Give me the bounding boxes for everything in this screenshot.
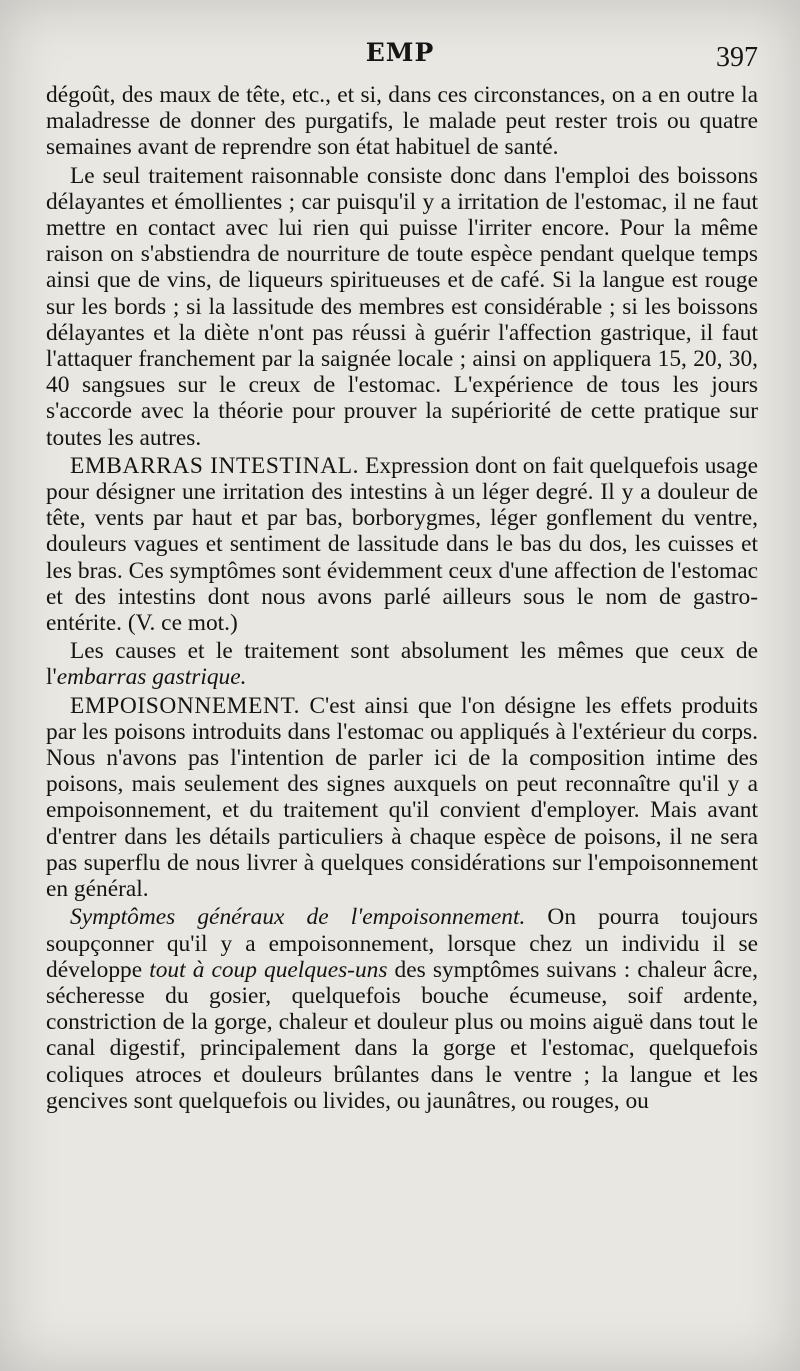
- paragraph-continuation: [46, 82, 758, 161]
- paragraph-text: Le seul traitement raisonnable consiste donc dans l'emploi des boissons délayantes et émollientes ; car puisqu'il y a irritation de l'estomac, il ne faut mettre en contact avec lui rien qui puisse l'irriter encore. Pour la même raison on s'abstiendra de nourriture de toute espèce pendant quelque temps ainsi que de vins, de liqueurs spiritueuses et de café. Si la langue est rouge sur les bords ; si la lassitude des membres est considérable ; si les boissons délayantes et la diète n'ont pas réussi à guérir l'affection gastrique, il faut l'attaquer franchement par la saignée locale ; ainsi on appliquera 15, 20, 30, 40 sangsues sur le creux de l'estomac. L'expérience de tous les jours s'accorde avec la théorie pour prouver la supériorité de cette pratique sur toutes les autres.: [46, 162, 758, 451]
- running-head: EMP: [365, 38, 435, 67]
- page-header: [40, 34, 760, 74]
- entry-empoisonnement: [46, 693, 758, 903]
- italic-phrase: tout à coup quelques-uns: [149, 956, 388, 983]
- section-lead: Symptômes généraux de l'empoisonnement.: [70, 904, 526, 931]
- entry-text: C'est ainsi que l'on désigne les effets produits par les poisons introduits dans l'estomac ou appliqués à l'extérieur du corps. Nous n'avons pas l'intention de parler ici de la composition intime des poisons, mais seulement des signes auxquels on peut reconnaître qu'il y a empoisonnement, et du traitement qu'il convient d'employer. Mais avant d'entrer dans les détails particuliers à chaque espèce de poisons, il ne sera pas superflu de nous livrer à quelques considérations sur l'empoisonnement en général.: [46, 692, 758, 903]
- entry-embarras-intestinal: [46, 453, 758, 636]
- italic-term: embarras gastrique.: [56, 664, 247, 691]
- paragraph-text: On pourra toujours soupçonner qu'il y a empoisonnement, lorsque chez un individu il se développe: [46, 904, 758, 983]
- entry-headword: EMPOISONNEMENT.: [70, 692, 301, 719]
- entry-headword: EMBARRAS INTESTINAL.: [70, 452, 360, 479]
- paragraph-causes: [46, 638, 758, 690]
- body-text: [46, 82, 758, 1116]
- paragraph-text: dégoût, des maux de tête, etc., et si, dans ces circonstances, on a en outre la maladresse de donner des purgatifs, le malade peut rester trois ou quatre semaines avant de reprendre son état habituel de santé.: [46, 82, 758, 161]
- paragraph-text: Les causes et le traitement sont absolument les mêmes que ceux de l': [46, 638, 758, 691]
- paragraph-symptoms: [46, 904, 758, 1114]
- entry-text: Expression dont on fait quelquefois usage pour désigner une irritation des intestins à un léger degré. Il y a douleur de tête, vents par haut et par bas, borborygmes, léger gonflement du ventre, douleurs vagues et sentiment de lassitude dans le bas du dos, les cuisses et les bras. Ces symptômes sont évidemment ceux d'une affection de l'estomac et des intestins dont nous avons parlé ailleurs sous le nom de gastro-entérite. (V. ce mot.): [46, 452, 758, 637]
- page-number: 397: [716, 42, 758, 73]
- paragraph-text: des symptômes suivans : chaleur âcre, sécheresse du gosier, quelquefois bouche écumeuse, soif ardente, constriction de la gorge, chaleur et douleur plus ou moins aiguë dans tout le canal digestif, principalement dans la gorge et l'estomac, quelquefois coliques atroces et douleurs brûlantes dans le ventre ; la langue et les gencives sont quelquefois ou livides, ou jaunâtres, ou rouges, ou: [46, 956, 759, 1114]
- paragraph-treatment: [46, 163, 758, 451]
